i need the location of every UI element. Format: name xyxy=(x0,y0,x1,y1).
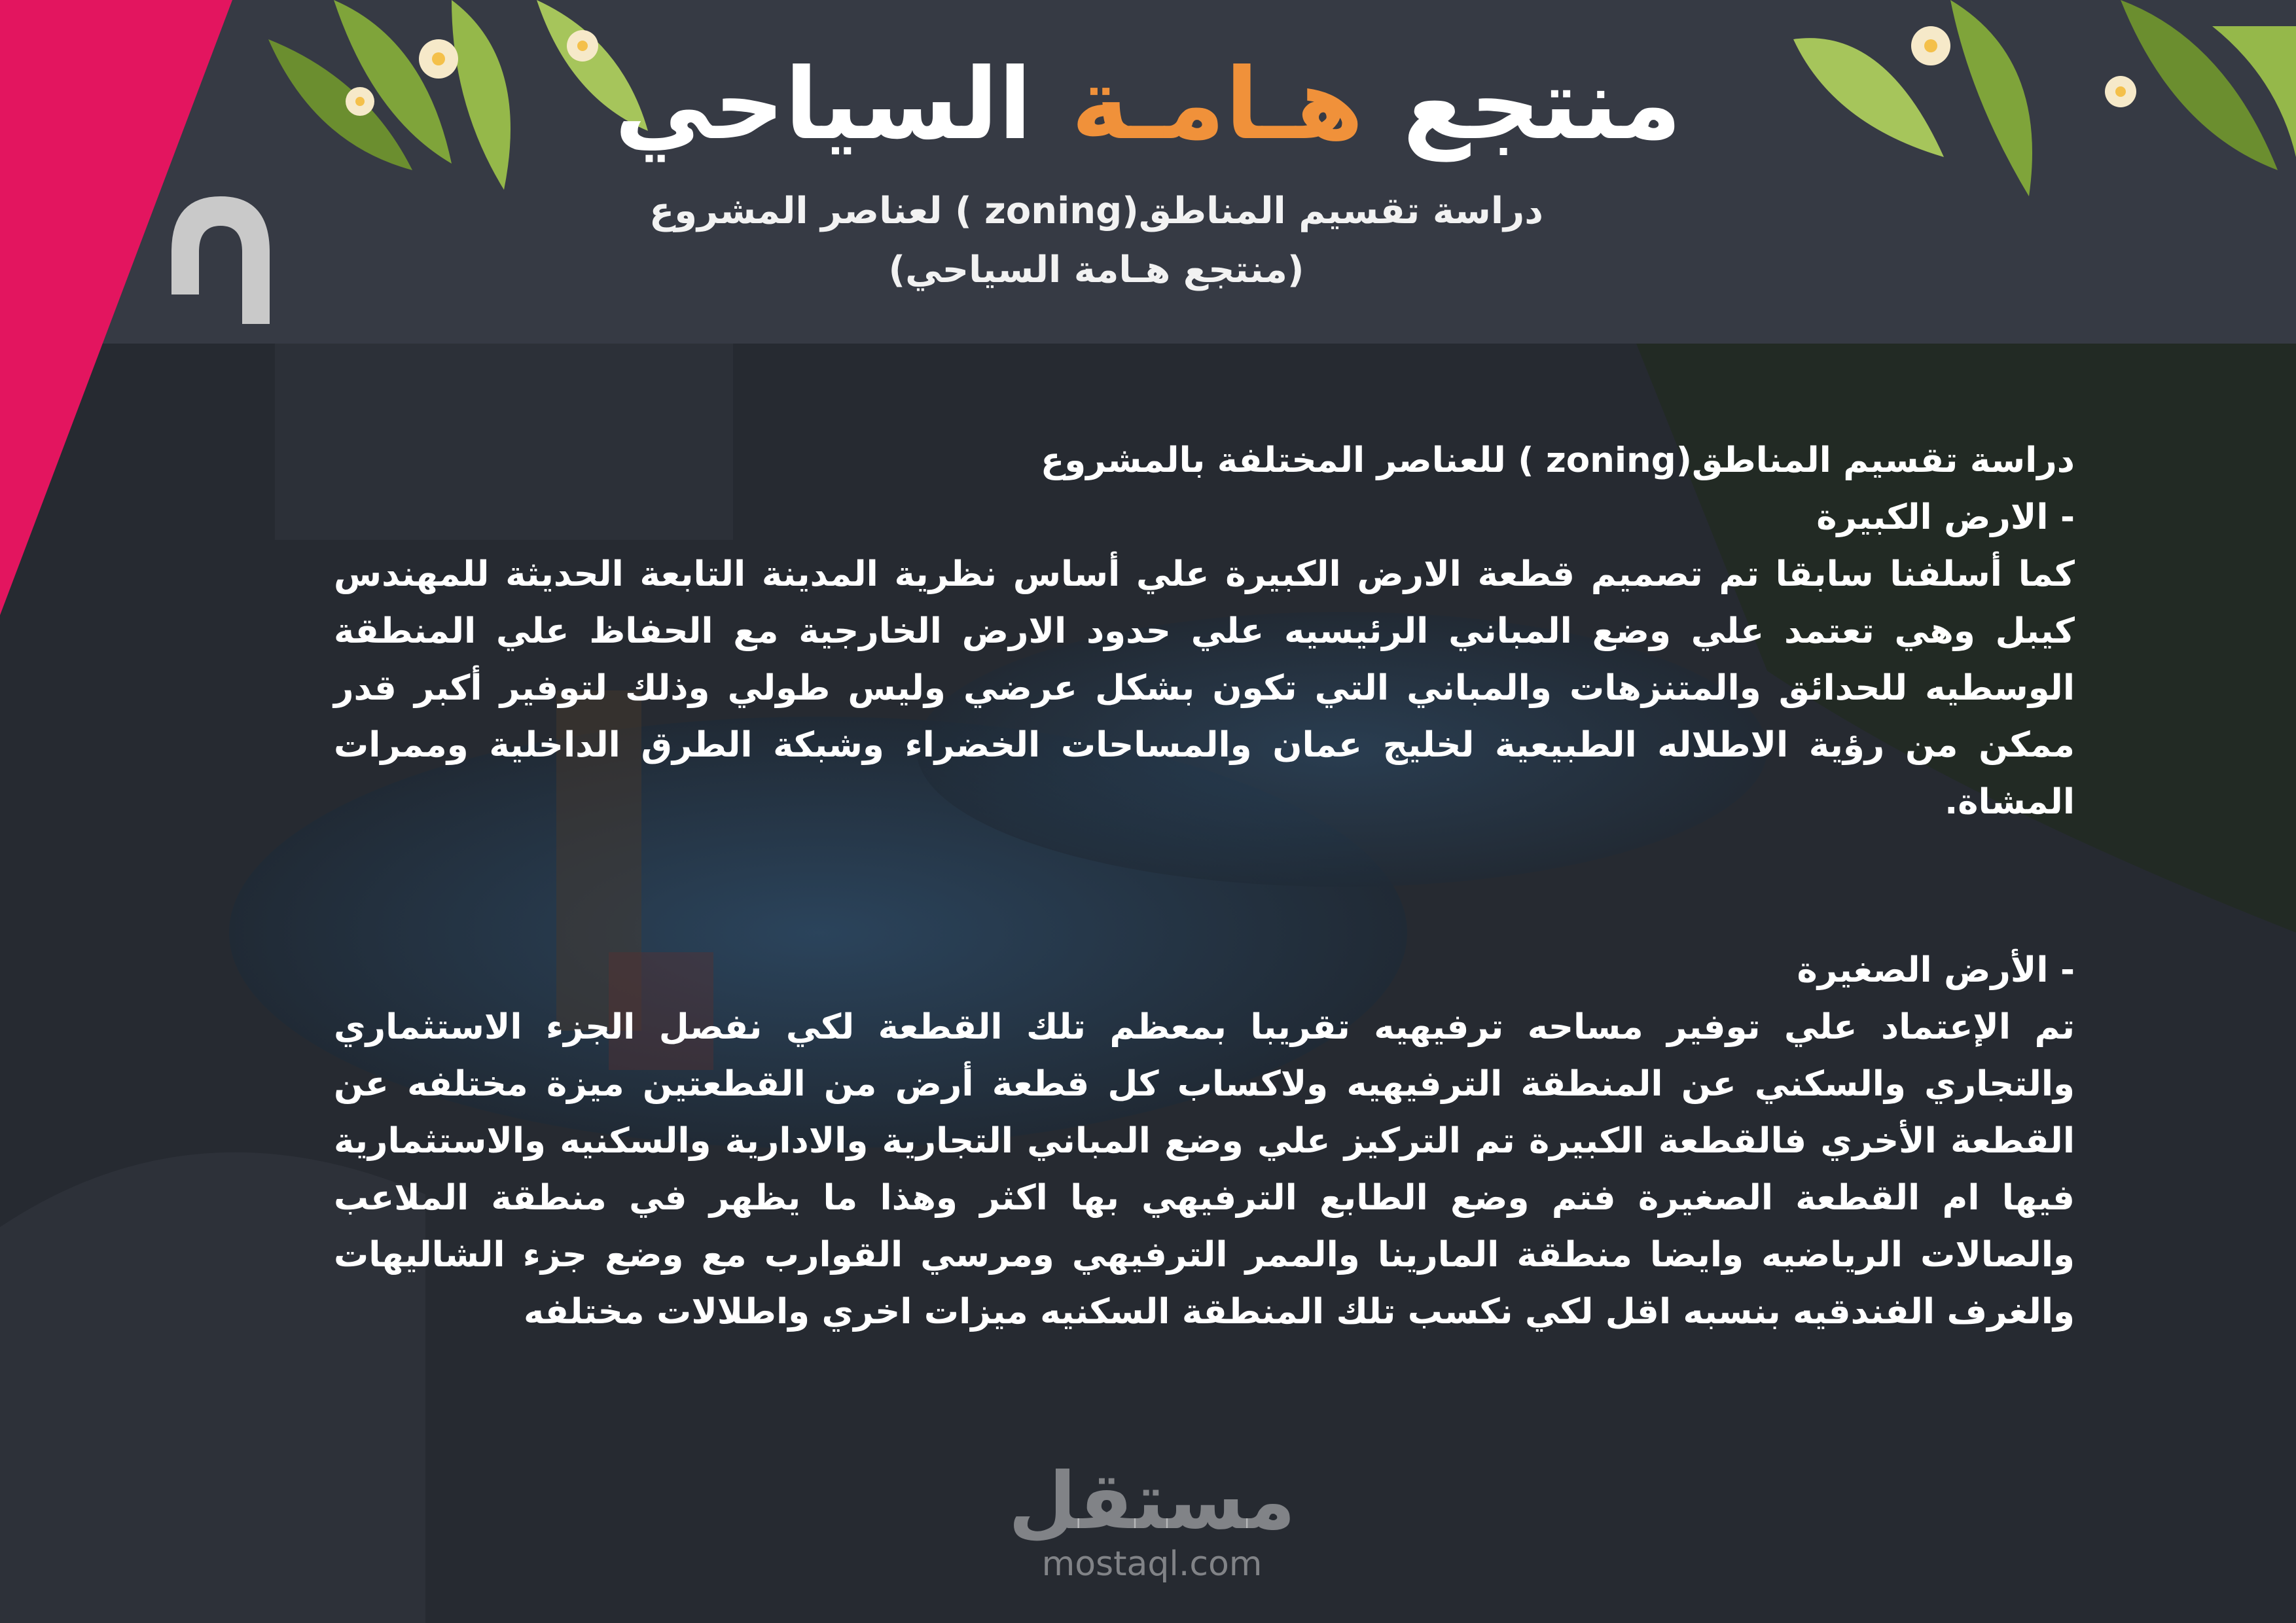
body-heading: دراسة تقسيم المناطق(zoning ) للعناصر المختلفة بالمشروع xyxy=(1041,440,2075,480)
watermark-arabic: مستقل xyxy=(1008,1456,1296,1547)
watermark-latin: mostaql.com xyxy=(1041,1544,1263,1584)
subtitle-line-1: دراسة تقسيم المناطق(zoning ) لعناصر المشروع xyxy=(649,190,1544,232)
body-text xyxy=(334,432,2075,1340)
section-paragraph-large-land: كما أسلفنا سابقا تم تصميم قطعة الارض الكبيرة علي أساس نظرية المدينة التابعة الحديثة للمهندس كيبل وهي تعتمد علي وضع المباني الرئيسيه علي حدود الارض الخارجية مع الحفاظ علي المنطقة الوسطيه للحدائق والمتنزهات والمباني التي تكون بشكل عرضي وليس طولي وذلك لتوفير أكبر قدر ممكن من رؤية الاطلاله الطبيعية لخليج عمان والمساحات الخضراء وشبكة الطرق الداخلية وممرات المشاة. xyxy=(334,554,2075,822)
section-title-small-land: - الأرض الصغيرة xyxy=(1797,950,2075,990)
title-word-touristic: السياحي xyxy=(614,48,1032,162)
title-word-resort: منتجع xyxy=(1403,48,1682,162)
section-paragraph-small-land: تم الإعتماد علي توفير مساحه ترفيهيه تقريبا بمعظم تلك القطعة لكي نفصل الجزء الاستثماري والتجاري والسكني عن المنطقة الترفيهيه ولاكساب كل قطعة أرض من القطعتين ميزة مختلفه عن القطعة الأخري فالقطعة الكبيرة تم التركيز علي وضع المباني التجارية والادارية والسكنيه والاستثمارية فيها ام القطعة الصغيرة فتم وضع الطابع الترفيهي بها اكثر وهذا ما يظهر في منطقة الملاعب والصالات الرياضيه وايضا منطقة المارينا والممر الترفيهي ومرسي القوارب مع وضع جزء الشاليهات والغرف الفندقيه بنسبه اقل لكي نكسب تلك المنطقة السكنيه ميزات اخري واطلالات مختلفه xyxy=(334,1007,2075,1332)
brand-logo-icon xyxy=(171,196,270,324)
mostaql-watermark xyxy=(969,1456,1335,1590)
title-word-hama: هـامـة xyxy=(1071,48,1364,162)
section-spacer xyxy=(334,830,2075,942)
subtitle-line-2: (منتجع هـامة السياحي) xyxy=(888,249,1304,291)
section-title-large-land: - الارض الكبيرة xyxy=(1816,497,2075,537)
resort-title xyxy=(0,36,2296,173)
